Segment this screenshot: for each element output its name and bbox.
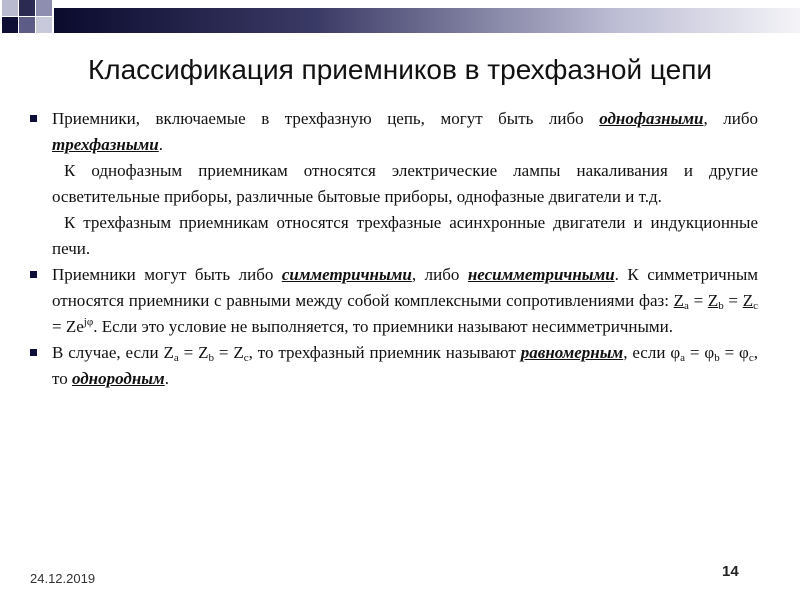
bullet-square-icon [30, 115, 37, 122]
formula-sub-a: a [680, 352, 686, 364]
formula-eq: = [178, 343, 199, 362]
term-three-phase: трехфазными [52, 135, 159, 154]
formula-eq: = [52, 317, 66, 336]
bullet-square-icon [30, 349, 37, 356]
formula-phi: φ [739, 343, 749, 362]
bullet-paragraph-1 [30, 106, 758, 158]
formula-eq: = [688, 291, 708, 310]
term-asymmetric: несимметричными [467, 265, 615, 284]
term-symmetric: симметричными [281, 265, 412, 284]
formula-sub-b: b [714, 352, 720, 364]
bullet-paragraph-2 [30, 262, 758, 340]
formula-phi: φ [670, 343, 681, 362]
formula-eq: = [214, 343, 234, 362]
formula-eq: = [685, 343, 705, 362]
paragraph-single-phase-examples: К однофазным приемникам относятся электрические лампы накаливания и другие осветительные приборы, различные бытовые приборы, однофазные двигатели и т.д. [52, 161, 758, 206]
formula-z: Z [163, 343, 174, 362]
formula-phi: φ [704, 343, 715, 362]
decor-square [19, 17, 35, 33]
formula-sub-a: a [173, 352, 179, 364]
decor-square [2, 17, 18, 33]
decor-square [2, 0, 18, 16]
p4-mid: , либо [411, 265, 468, 284]
formula-sub-c: c [748, 352, 754, 364]
p4-text: Приемники могут быть либо [52, 265, 282, 284]
footer-date: 24.12.2019 [30, 571, 96, 586]
slide-body [30, 106, 758, 392]
paragraph-three-phase-examples: К трехфазным приемникам относятся трехфазные асинхронные двигатели и индукционные печи. [52, 213, 758, 258]
formula-sub-b: b [208, 352, 215, 364]
p1-end: . [158, 135, 164, 154]
term-single-phase: однофазными [599, 109, 704, 128]
p5-text: В случае, если [52, 343, 164, 362]
p5-mid2: , если [623, 343, 671, 362]
p1-mid: , либо [703, 109, 759, 128]
formula-z: Z [673, 291, 685, 310]
bullet-square-icon [30, 271, 37, 278]
term-uniform: равномерным [520, 343, 624, 362]
formula-z: Z [233, 343, 244, 362]
formula-ze: Ze [65, 317, 84, 336]
formula-sub-c: c [243, 352, 249, 364]
p4-after: . Если это условие не выполняется, то приемники называют несимметричными. [93, 317, 674, 336]
page-number: 14 [722, 563, 739, 580]
p1-text: Приемники, включаемые в трехфазную цепь, могут быть либо [52, 109, 600, 128]
formula-eq: = [723, 291, 743, 310]
decor-square [19, 0, 35, 16]
bullet-paragraph-3 [30, 340, 758, 392]
decor-square [36, 17, 52, 33]
formula-exponent: jφ [83, 316, 94, 328]
formula-sub-c: c [753, 300, 758, 312]
p4-end: . К симметричным относятся приемники с равными между собой комплексными сопротивлениями фаз: [52, 265, 759, 310]
formula-z: Z [198, 343, 209, 362]
header-gradient-band [54, 8, 800, 33]
decor-square [36, 0, 52, 16]
formula-sub-a: a [684, 300, 689, 312]
formula-sub-b: b [718, 300, 724, 312]
formula-z: Z [707, 291, 719, 310]
term-homogeneous: однородным [71, 369, 165, 388]
slide-title: Классификация приемников в трехфазной цепи [87, 54, 713, 85]
p5-mid3: , то [52, 343, 758, 388]
formula-z: Z [742, 291, 754, 310]
p5-end: . [164, 369, 169, 388]
formula-eq: = [719, 343, 740, 362]
p5-mid: , то трехфазный приемник называют [248, 343, 521, 362]
